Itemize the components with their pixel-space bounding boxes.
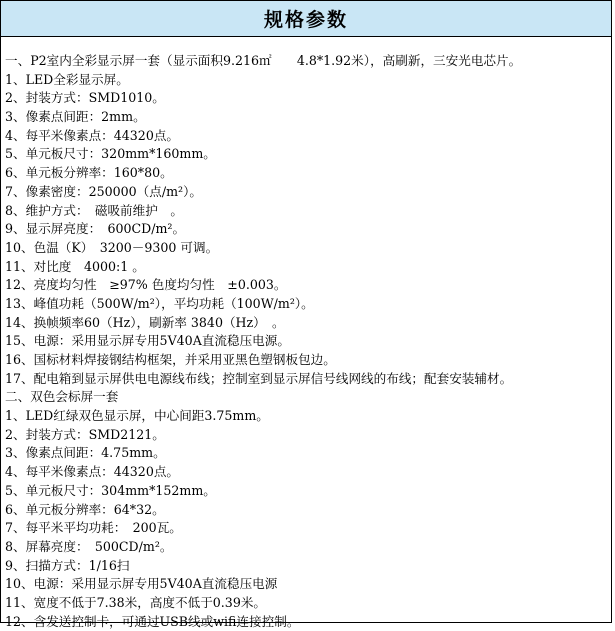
spec-line: 一、P2室内全彩显示屏一套（显示面积9.216㎡ 4.8*1.92米），高刷新，三安光电芯片。 xyxy=(5,53,522,68)
spec-line: 9、扫描方式：1/16扫 xyxy=(5,557,130,573)
spec-line: 10、电源：采用显示屏专用5V40A直流稳压电源 xyxy=(5,576,278,592)
spec-line: 14、换帧频率60（Hz），刷新率 3840（Hz） 。 xyxy=(5,314,285,330)
spec-line: 8、屏幕亮度： 500CD/m²。 xyxy=(5,538,173,554)
page-title: 规格参数 xyxy=(263,9,348,31)
spec-line: 1、LED红绿双色显示屏，中心间距3.75mm。 xyxy=(5,408,269,424)
spec-line: 12、含发送控制卡，可通过USB线或wifi连接控制。 xyxy=(5,613,300,629)
spec-line: 7、每平米平均功耗： 200瓦。 xyxy=(5,520,182,536)
spec-line: 2、封装方式：SMD2121。 xyxy=(5,426,165,442)
spec-line: 15、电源：采用显示屏专用5V40A直流稳压电源。 xyxy=(5,333,290,349)
spec-line: 11、宽度不低于7.38米，高度不低于0.39米。 xyxy=(5,594,267,610)
spec-line: 6、单元板分辨率：160*80。 xyxy=(5,165,173,181)
spec-line: 1、LED全彩显示屏。 xyxy=(5,71,129,87)
spec-line: 16、国标材料焊接钢结构框架，并采用亚黑色塑钢板包边。 xyxy=(5,352,336,367)
spec-line: 5、单元板尺寸：320mm*160mm。 xyxy=(5,146,216,162)
spec-line: 12、亮度均匀性 ≥97% 色度均匀性 ±0.003。 xyxy=(5,277,287,293)
spec-line: 3、像素点间距：2mm。 xyxy=(5,109,146,125)
spec-line: 2、封装方式：SMD1010。 xyxy=(5,90,165,106)
spec-line: 6、单元板分辨率：64*32。 xyxy=(5,501,165,517)
spec-line: 8、维护方式： 磁吸前维护 。 xyxy=(5,202,184,218)
spec-line: 11、对比度 4000:1 。 xyxy=(5,258,145,274)
spec-line: 4、每平米像素点：44320点。 xyxy=(5,464,180,480)
spec-list xyxy=(1,37,611,631)
spec-line: 17、配电箱到显示屏供电电源线布线；控制室到显示屏信号线网线的布线；配套安装辅材。 xyxy=(5,370,513,386)
spec-line: 二、双色会标屏一套 xyxy=(5,389,119,405)
spec-line: 10、色温（K） 3200－9300 可调。 xyxy=(5,239,219,255)
spec-line: 3、像素点间距：4.75mm。 xyxy=(5,445,166,461)
title-bar xyxy=(1,1,611,37)
spec-line: 5、单元板尺寸：304mm*152mm。 xyxy=(5,482,216,498)
spec-line: 13、峰值功耗（500W/m²），平均功耗（100W/m²）。 xyxy=(5,295,314,311)
spec-line: 4、每平米像素点：44320点。 xyxy=(5,127,180,143)
spec-line: 9、显示屏亮度： 600CD/m²。 xyxy=(5,221,186,237)
spec-line: 7、像素密度：250000（点/m²）。 xyxy=(5,183,202,199)
